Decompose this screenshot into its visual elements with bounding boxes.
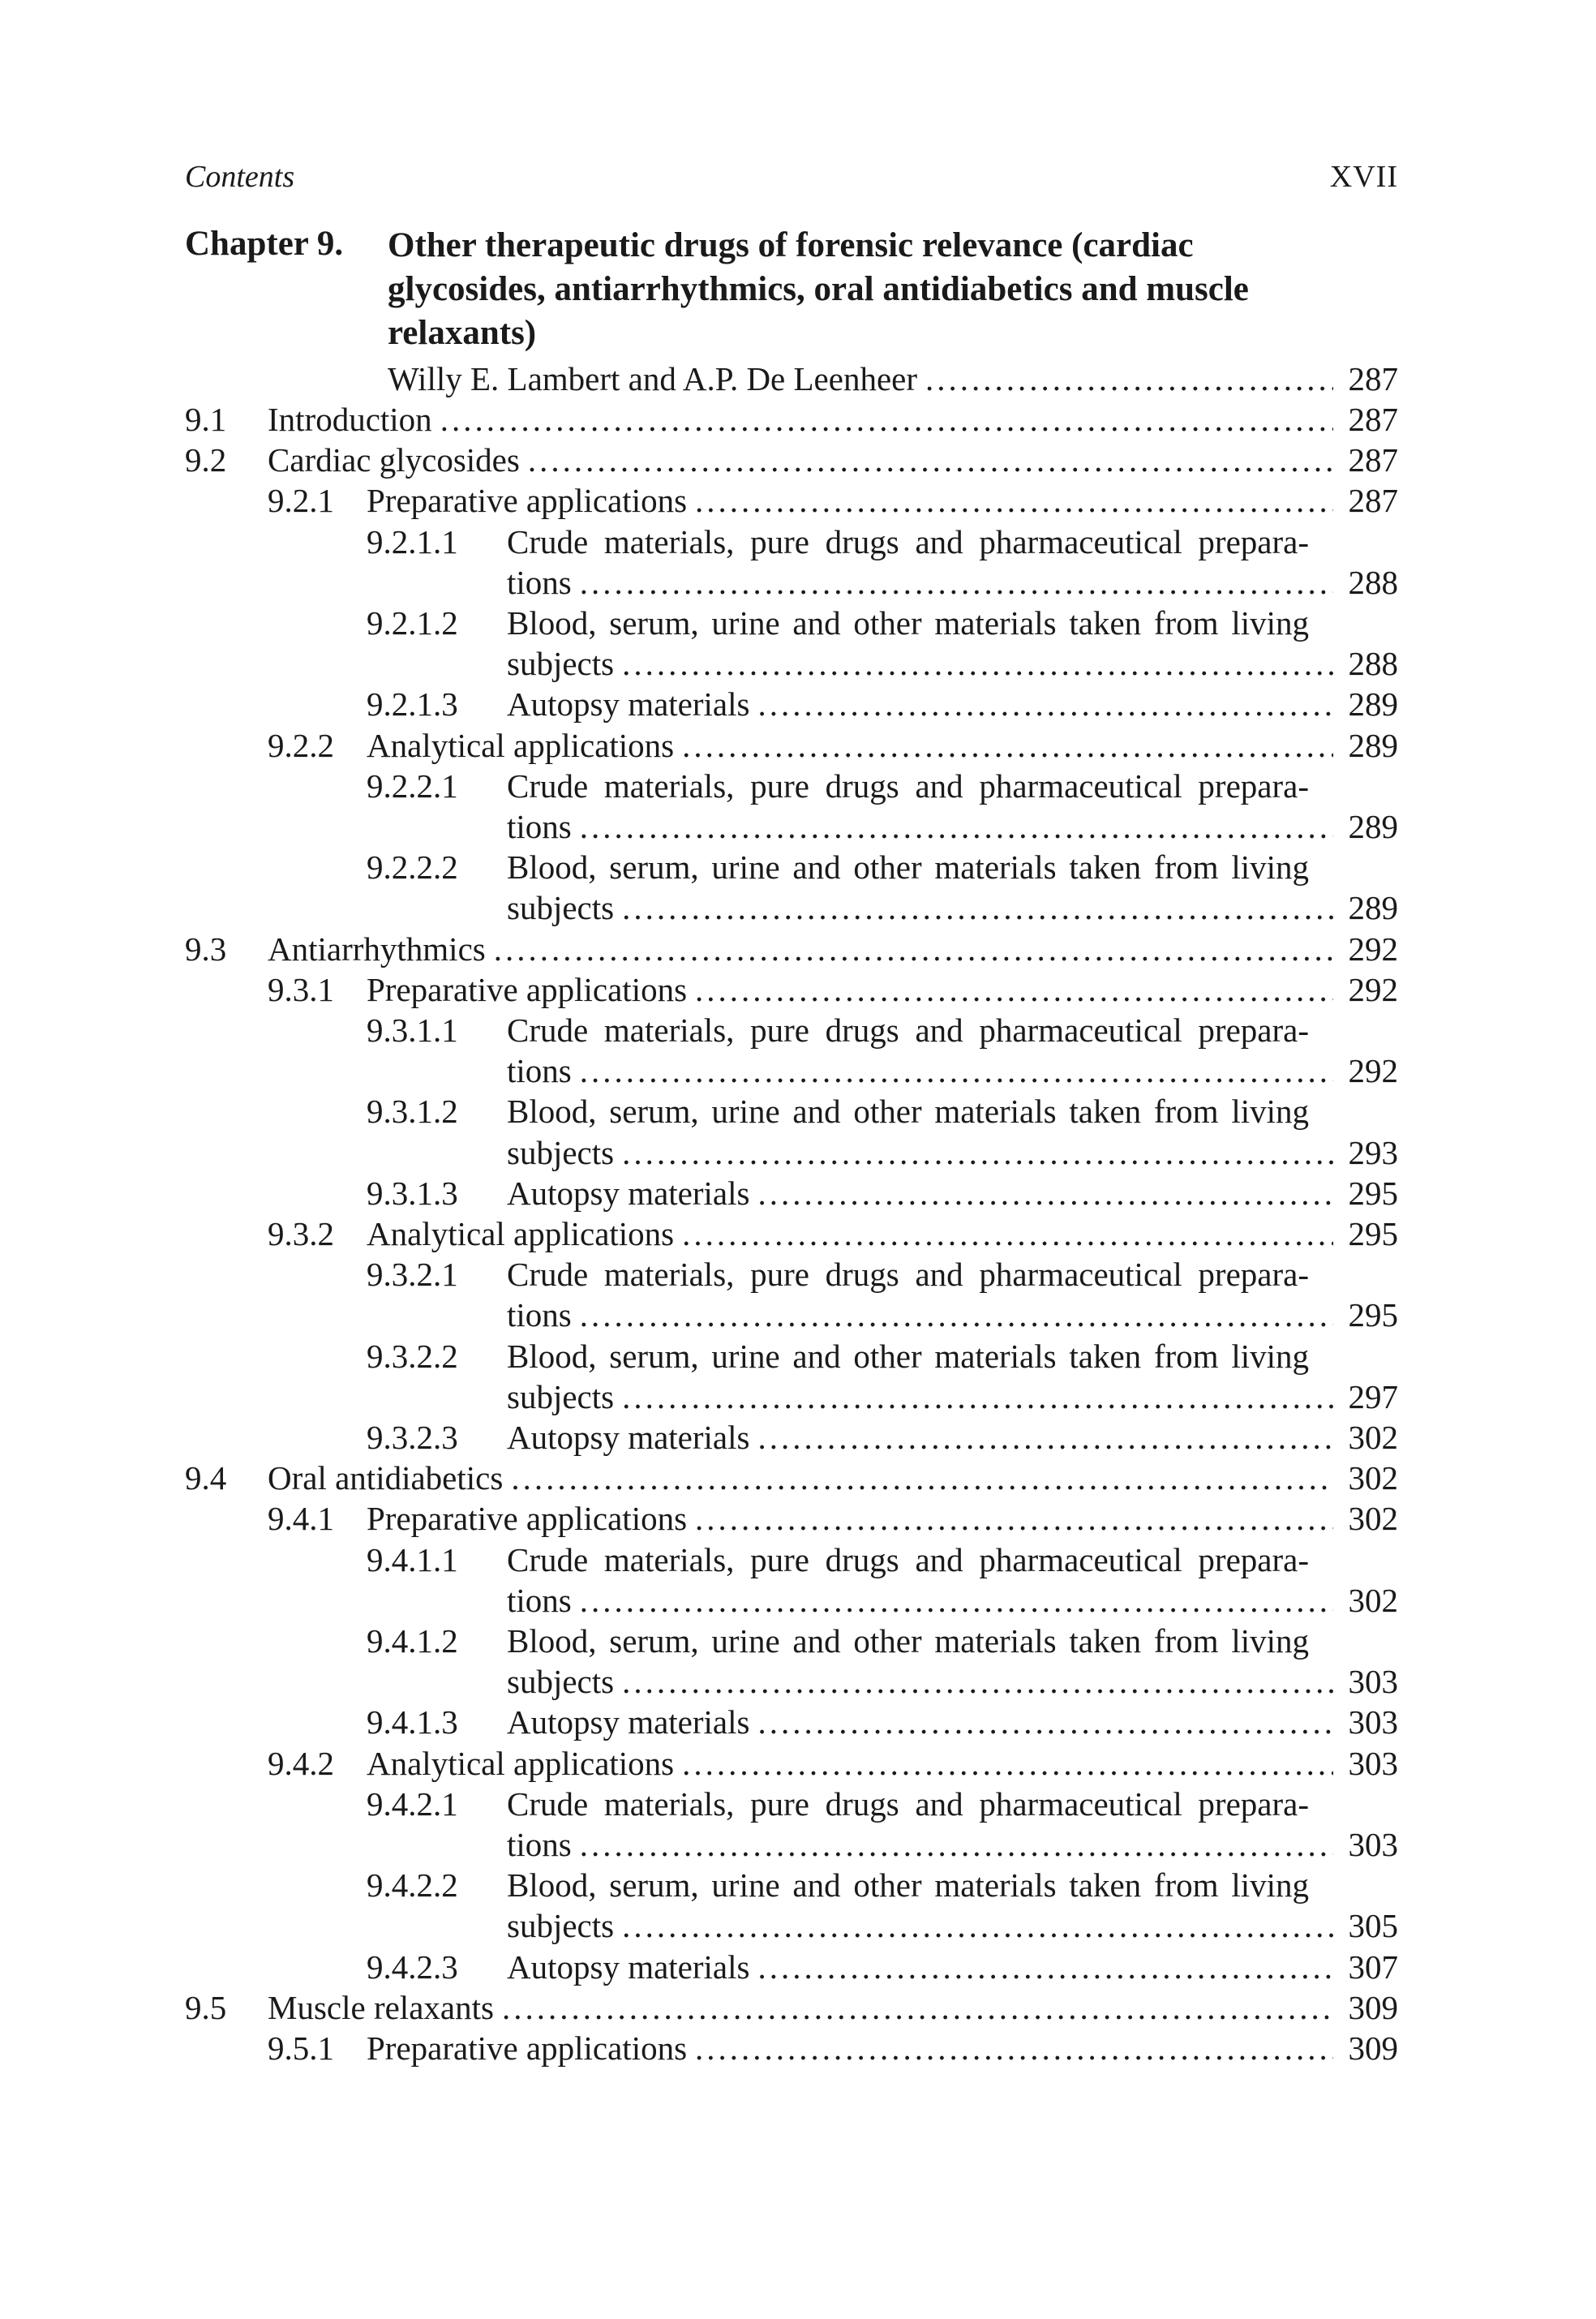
- toc-section-number: 9.3.1: [268, 970, 334, 1008]
- toc-entry[interactable]: [268, 930, 1398, 968]
- dot-leader: [757, 1703, 1333, 1741]
- dot-leader: [695, 2029, 1333, 2068]
- toc-section-number: 9.4.1.2: [367, 1622, 458, 1660]
- toc-section-number: 9.2: [185, 441, 227, 479]
- toc-entry[interactable]: [367, 726, 1398, 765]
- toc-section-number: 9.2.1.2: [367, 604, 458, 642]
- toc-entry-title: subjects: [507, 645, 615, 683]
- toc-page-number: 292: [1348, 970, 1398, 1008]
- toc-entry-title: Preparative applications: [367, 482, 688, 520]
- toc-page-number: 293: [1348, 1133, 1398, 1171]
- toc-page-number: 287: [1348, 441, 1398, 479]
- toc-page-number: 289: [1348, 889, 1398, 927]
- toc-page-number: 302: [1348, 1581, 1398, 1619]
- toc-entry[interactable]: [507, 1662, 1398, 1701]
- toc-entry[interactable]: [367, 1214, 1398, 1253]
- toc-section-number: 9.4.2.3: [367, 1948, 458, 1986]
- toc-page-number: 289: [1348, 726, 1398, 764]
- toc-section-number: 9.2.1: [268, 482, 334, 520]
- dot-leader: [695, 970, 1333, 1009]
- toc-page-number: 295: [1348, 1296, 1398, 1334]
- toc-entry-title: subjects: [507, 1377, 615, 1415]
- toc-entry-title: subjects: [507, 1133, 615, 1171]
- toc-entry[interactable]: [367, 481, 1398, 520]
- toc-entry-title: tions: [507, 808, 572, 845]
- dot-leader: [682, 1214, 1333, 1253]
- dot-leader: [580, 807, 1333, 846]
- toc-section-number: 9.4.2: [268, 1744, 334, 1782]
- toc-section-number: 9.3.2: [268, 1215, 334, 1252]
- toc-entry-title: Preparative applications: [367, 970, 688, 1008]
- toc-section-number: 9.3.2.2: [367, 1337, 458, 1375]
- toc-entry-title: Antiarrhythmics: [268, 930, 486, 968]
- dot-leader: [925, 359, 1333, 398]
- toc-entry[interactable]: [367, 1499, 1398, 1538]
- dot-leader: [494, 930, 1333, 968]
- toc-entry-title-line[interactable]: Blood, serum, urine and other materials taken from living: [507, 1866, 1309, 1905]
- toc-entry-title: Autopsy materials: [507, 1174, 750, 1212]
- toc-section-number: 9.4.1: [268, 1500, 334, 1538]
- toc-section-number: 9.2.2.2: [367, 848, 458, 887]
- toc-entry[interactable]: [507, 888, 1398, 927]
- toc-page-number: 303: [1348, 1703, 1398, 1741]
- toc-entry-title: Analytical applications: [367, 726, 675, 764]
- toc-entry[interactable]: [268, 400, 1398, 439]
- dot-leader: [757, 1948, 1333, 1986]
- dot-leader: [580, 1581, 1333, 1620]
- running-title: Contents: [185, 160, 295, 194]
- toc-page-number: 292: [1348, 930, 1398, 968]
- toc-entry-title-line[interactable]: Blood, serum, urine and other materials taken from living: [507, 1337, 1309, 1375]
- toc-entry[interactable]: [507, 1703, 1398, 1741]
- toc-page-number: 288: [1348, 645, 1398, 683]
- dot-leader: [757, 1174, 1333, 1213]
- chapter-page: 287: [1348, 360, 1398, 397]
- toc-section-number: 9.4: [185, 1459, 227, 1497]
- dot-leader: [580, 1051, 1333, 1090]
- toc-page-number: 295: [1348, 1215, 1398, 1252]
- toc-entry[interactable]: [507, 1295, 1398, 1334]
- chapter-label: Chapter 9.: [185, 225, 344, 263]
- toc-section-number: 9.5: [185, 1988, 227, 2026]
- toc-section-number: 9.3.1.1: [367, 1011, 458, 1049]
- toc-section-number: 9.4.1.1: [367, 1540, 458, 1578]
- chapter-title: Other therapeutic drugs of forensic relevance (cardiac glycosides, antiarrhythmics, oral antidiabetics and muscle relaxants): [388, 226, 1249, 352]
- toc-page-number: 302: [1348, 1459, 1398, 1497]
- toc-page-number: 297: [1348, 1377, 1398, 1415]
- dot-leader: [682, 1744, 1333, 1783]
- toc-entry-title: Muscle relaxants: [268, 1988, 494, 2026]
- toc-section-number: 9.3.2.1: [367, 1256, 458, 1294]
- dot-leader: [511, 1458, 1333, 1497]
- toc-entry-title-line[interactable]: Crude materials, pure drugs and pharmaceutical prepara-: [507, 1256, 1309, 1294]
- toc-entry[interactable]: [268, 1988, 1398, 2027]
- toc-entry-title-line[interactable]: Blood, serum, urine and other materials taken from living: [507, 1093, 1309, 1131]
- toc-entry[interactable]: [268, 1458, 1398, 1497]
- toc-page-number: 287: [1348, 482, 1398, 520]
- toc-entry[interactable]: [507, 807, 1398, 846]
- dot-leader: [757, 1418, 1333, 1457]
- toc-entry-title-line[interactable]: Blood, serum, urine and other materials taken from living: [507, 1622, 1309, 1660]
- toc-entry-title: tions: [507, 1296, 572, 1334]
- toc-entry[interactable]: [507, 685, 1398, 724]
- dot-leader: [757, 685, 1333, 724]
- dot-leader: [622, 1662, 1333, 1701]
- toc-page-number: 292: [1348, 1052, 1398, 1090]
- dot-leader: [622, 888, 1333, 927]
- toc-entry[interactable]: [507, 1825, 1398, 1864]
- toc-entry-title: Autopsy materials: [507, 685, 750, 724]
- toc-entry-title-line[interactable]: Crude materials, pure drugs and pharmaceutical prepara-: [507, 522, 1309, 560]
- toc-entry[interactable]: [268, 440, 1398, 479]
- toc-entry[interactable]: [367, 970, 1398, 1009]
- chapter-authors: Willy E. Lambert and A.P. De Leenheer: [388, 360, 917, 397]
- toc-entry[interactable]: [507, 644, 1398, 683]
- toc-section-number: 9.2.2: [268, 726, 334, 764]
- toc-section-number: 9.4.1.3: [367, 1703, 458, 1741]
- toc-section-number: 9.1: [185, 401, 227, 438]
- toc-entry[interactable]: [507, 1948, 1398, 1986]
- dot-leader: [580, 563, 1333, 602]
- toc-entry[interactable]: [507, 1051, 1398, 1090]
- toc-entry[interactable]: [507, 563, 1398, 602]
- toc-page-number: 303: [1348, 1744, 1398, 1782]
- toc-entry-title: Analytical applications: [367, 1215, 675, 1252]
- toc-entry[interactable]: [507, 1906, 1398, 1945]
- toc-entry-title: Analytical applications: [367, 1744, 675, 1782]
- toc-page-number: 307: [1348, 1948, 1398, 1986]
- toc-entry-title: Introduction: [268, 401, 432, 438]
- toc-entry-title: tions: [507, 1581, 572, 1619]
- dot-leader: [528, 440, 1333, 479]
- toc-entry-title: Autopsy materials: [507, 1419, 750, 1456]
- dot-leader: [682, 726, 1333, 765]
- toc-section-number: 9.4.2.1: [367, 1784, 458, 1823]
- toc-entry-title-line[interactable]: Crude materials, pure drugs and pharmaceutical prepara-: [507, 1784, 1309, 1823]
- dot-leader: [622, 1906, 1333, 1945]
- dot-leader: [502, 1988, 1333, 2027]
- dot-leader: [695, 481, 1333, 520]
- toc-page-number: 305: [1348, 1907, 1398, 1945]
- toc-entry[interactable]: [367, 1744, 1398, 1783]
- toc-section-number: 9.2.1.1: [367, 522, 458, 560]
- toc-entry-title-line[interactable]: Blood, serum, urine and other materials taken from living: [507, 604, 1309, 642]
- toc-entry-title: subjects: [507, 889, 615, 927]
- toc-section-number: 9.3: [185, 930, 227, 968]
- toc-section-number: 9.2.2.1: [367, 767, 458, 805]
- toc-page-number: 303: [1348, 1663, 1398, 1701]
- toc-section-number: 9.3.1.2: [367, 1093, 458, 1131]
- toc-entry[interactable]: [367, 2029, 1398, 2068]
- toc-entry-title: Preparative applications: [367, 1500, 688, 1538]
- toc-entry-title-line[interactable]: Crude materials, pure drugs and pharmaceutical prepara-: [507, 1011, 1309, 1049]
- dot-leader: [580, 1825, 1333, 1864]
- toc-entry[interactable]: [507, 1174, 1398, 1213]
- toc-entry-title: Preparative applications: [367, 2029, 688, 2067]
- toc-entry-title: tions: [507, 563, 572, 601]
- toc-page-number: 302: [1348, 1500, 1398, 1538]
- toc-page-number: 289: [1348, 808, 1398, 845]
- dot-leader: [622, 644, 1333, 683]
- toc-section-number: 9.4.2.2: [367, 1866, 458, 1905]
- toc-section-number: 9.2.1.3: [367, 685, 458, 724]
- toc-entry-title: tions: [507, 1826, 572, 1863]
- dot-leader: [695, 1499, 1333, 1538]
- toc-page-number: 289: [1348, 685, 1398, 724]
- toc-entry-title: subjects: [507, 1663, 615, 1701]
- toc-section-number: 9.3.2.3: [367, 1419, 458, 1456]
- toc-entry-title: Cardiac glycosides: [268, 441, 520, 479]
- toc-author-row[interactable]: [388, 359, 1398, 398]
- toc-entry-title: tions: [507, 1052, 572, 1090]
- toc-page-number: 309: [1348, 1988, 1398, 2026]
- toc-entry-title: Oral antidiabetics: [268, 1459, 504, 1497]
- toc-entry[interactable]: [507, 1581, 1398, 1620]
- toc-entry[interactable]: [507, 1133, 1398, 1172]
- toc-entry[interactable]: [507, 1377, 1398, 1416]
- dot-leader: [622, 1377, 1333, 1416]
- toc-page-number: 288: [1348, 563, 1398, 601]
- toc-entry-title-line[interactable]: Blood, serum, urine and other materials taken from living: [507, 848, 1309, 887]
- toc-page-number: 303: [1348, 1826, 1398, 1863]
- toc-entry-title: subjects: [507, 1907, 615, 1945]
- dot-leader: [440, 400, 1333, 439]
- toc-entry-title: Autopsy materials: [507, 1948, 750, 1986]
- page-number: XVII: [1329, 160, 1398, 194]
- toc-entry-title-line[interactable]: Crude materials, pure drugs and pharmaceutical prepara-: [507, 767, 1309, 805]
- toc-entry[interactable]: [507, 1418, 1398, 1457]
- toc-page-number: 302: [1348, 1419, 1398, 1456]
- dot-leader: [622, 1133, 1333, 1172]
- toc-section-number: 9.3.1.3: [367, 1174, 458, 1212]
- toc-page-number: 287: [1348, 401, 1398, 438]
- toc-page-number: 295: [1348, 1174, 1398, 1212]
- toc-section-number: 9.5.1: [268, 2029, 334, 2067]
- toc-page-number: 309: [1348, 2029, 1398, 2067]
- toc-entry-title: Autopsy materials: [507, 1703, 750, 1741]
- dot-leader: [580, 1295, 1333, 1334]
- toc-entry-title-line[interactable]: Crude materials, pure drugs and pharmaceutical prepara-: [507, 1540, 1309, 1578]
